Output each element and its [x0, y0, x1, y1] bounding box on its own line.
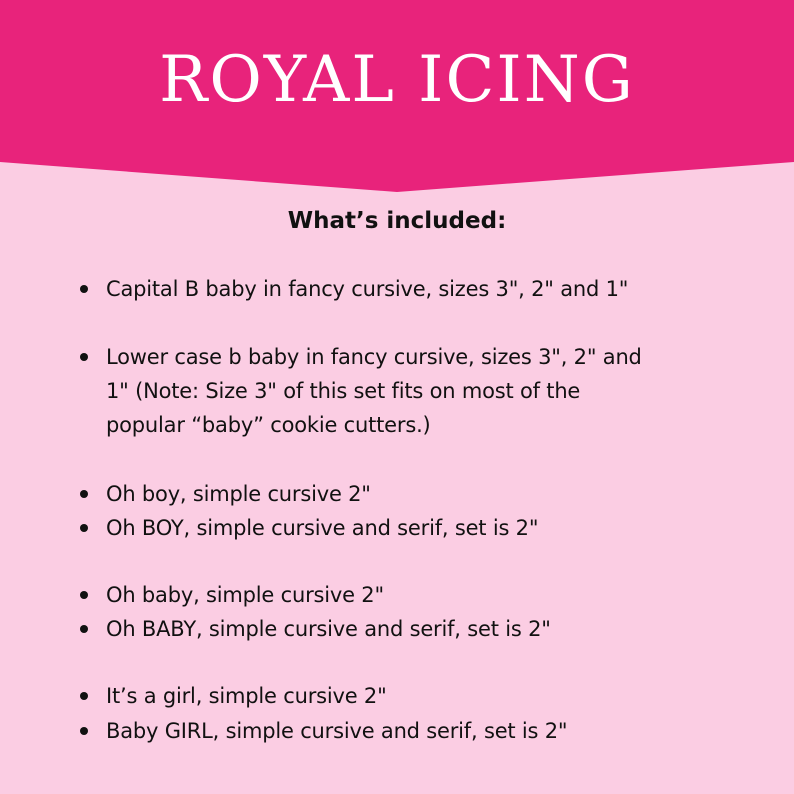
list-item-text: popular “baby” cookie cutters.) [106, 413, 431, 437]
list-item [106, 679, 756, 713]
bullet-icon [80, 591, 88, 599]
list-item-text: Lower case b baby in fancy cursive, sizes 3", 2" and [106, 345, 642, 369]
list-item [106, 477, 756, 511]
list-item-text: Oh BOY, simple cursive and serif, set is 2" [106, 516, 539, 540]
bullet-icon [80, 727, 88, 735]
list-item-text: Capital B baby in fancy cursive, sizes 3", 2" and 1" [106, 277, 629, 301]
list-item-text: Baby GIRL, simple cursive and serif, set is 2" [106, 719, 568, 743]
section-heading: What’s included: [287, 208, 507, 234]
list-item [106, 578, 756, 612]
list-item [106, 714, 756, 748]
list-item-text: It’s a girl, simple cursive 2" [106, 684, 387, 708]
list-item [106, 272, 756, 306]
list-item [106, 511, 756, 545]
header-banner [0, 0, 794, 192]
bullet-icon [80, 692, 88, 700]
bullet-icon [80, 285, 88, 293]
bullet-icon [80, 524, 88, 532]
list-item-text: Oh boy, simple cursive 2" [106, 482, 371, 506]
list-item-text: Oh BABY, simple cursive and serif, set is 2" [106, 617, 551, 641]
list-item-text: Oh baby, simple cursive 2" [106, 583, 384, 607]
list-item-text: 1" (Note: Size 3" of this set fits on most of the [106, 379, 581, 403]
page-title: ROYAL ICING [159, 43, 635, 117]
bullet-icon [80, 490, 88, 498]
bullet-icon [80, 353, 88, 361]
list-item [106, 612, 756, 646]
bullet-icon [80, 625, 88, 633]
list-item [106, 340, 756, 442]
